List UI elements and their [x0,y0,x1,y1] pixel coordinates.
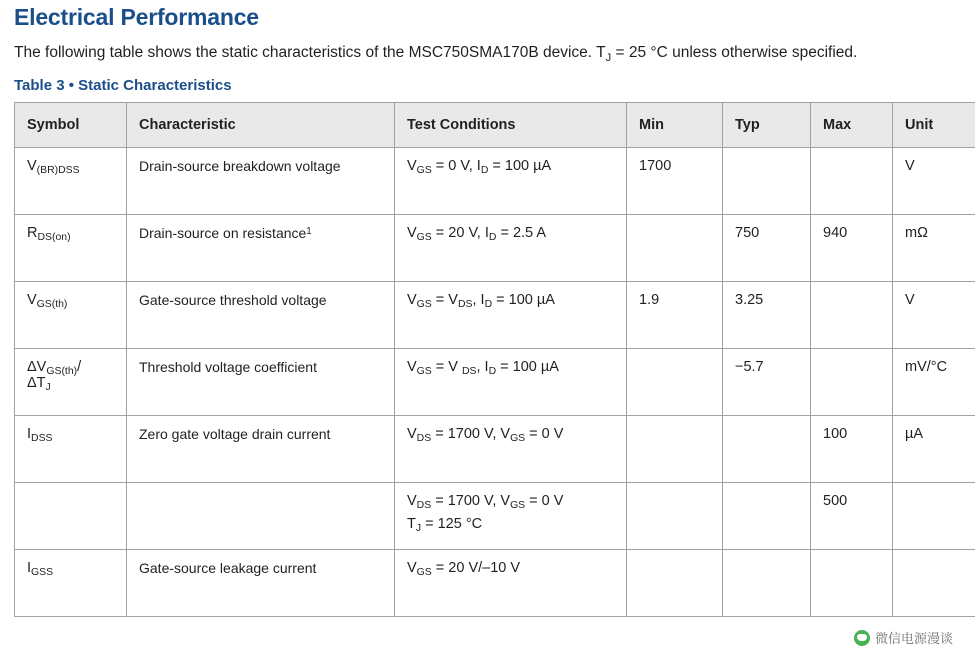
cell-min [627,349,723,416]
table-header-row [15,103,975,148]
table-row [15,215,975,282]
cell-test-conditions: $V_{DS} = 1700$ V, $V_{GS} = 0$ V $T_J = 125$ °C [395,483,627,550]
cell-symbol: $V_{GS(th)}$ [15,282,127,349]
cell-typ: 750 [723,215,811,282]
cell-characteristic [127,483,395,550]
table-row [15,416,975,483]
cell-max [811,550,893,617]
intro-subscript: J [606,52,612,64]
cell-typ: −5.7 [723,349,811,416]
cell-typ [723,148,811,215]
table-caption: Table 3 • Static Characteristics [14,77,961,94]
cell-characteristic: Gate-source threshold voltage [127,282,395,349]
cell-min [627,416,723,483]
cell-symbol: $I_{GSS}$ [15,550,127,617]
cell-characteristic: Zero gate voltage drain current [127,416,395,483]
table-row [15,483,975,550]
cell-min: 1.9 [627,282,723,349]
column-header-min: Min [627,103,723,148]
cell-max: 940 [811,215,893,282]
intro-text-after: = 25 °C unless otherwise specified. [611,44,857,61]
column-header-characteristic: Characteristic [127,103,395,148]
cell-max: 500 [811,483,893,550]
static-characteristics-table [14,102,975,617]
cell-test-conditions: $V_{GS} = V_{DS}$, $I_D = 100$ µA [395,282,627,349]
table-row [15,282,975,349]
table-row [15,148,975,215]
cell-min [627,550,723,617]
table-row [15,349,975,416]
cell-max [811,148,893,215]
cell-test-conditions: $V_{GS} = V$ $_{DS}$, $I_D = 100$ µA [395,349,627,416]
cell-unit: V [893,282,975,349]
cell-unit [893,483,975,550]
cell-test-conditions: $V_{GS} = 0$ V, $I_D = 100$ µA [395,148,627,215]
cell-characteristic: Gate-source leakage current [127,550,395,617]
column-header-unit: Unit [893,103,975,148]
watermark-label: 微信电源漫谈 [875,628,953,647]
page-title: Electrical Performance [14,4,961,31]
cell-min: 1700 [627,148,723,215]
cell-unit: V [893,148,975,215]
cell-symbol: $I_{DSS}$ [15,416,127,483]
column-header-test-conditions: Test Conditions [395,103,627,148]
cell-test-conditions: $V_{GS} = 20$ V/–10 V [395,550,627,617]
cell-characteristic: Drain-source on resistance$^1$ [127,215,395,282]
cell-unit: µA [893,416,975,483]
table-header [15,103,975,148]
cell-symbol: $R_{DS(on)}$ [15,215,127,282]
cell-max: 100 [811,416,893,483]
wechat-icon [854,630,870,646]
cell-characteristic: Drain-source breakdown voltage [127,148,395,215]
column-header-max: Max [811,103,893,148]
cell-symbol: $\Delta V_{GS(th)}/$ $\Delta T_J$ [15,349,127,416]
cell-min [627,215,723,282]
document-page [0,4,975,617]
cell-unit [893,550,975,617]
cell-max [811,349,893,416]
column-header-typ: Typ [723,103,811,148]
column-header-symbol: Symbol [15,103,127,148]
cell-unit: mΩ [893,215,975,282]
cell-typ [723,550,811,617]
cell-characteristic: Threshold voltage coefficient [127,349,395,416]
watermark [854,628,953,647]
intro-text-before: The following table shows the static characteristics of the MSC750SMA170B device. T [14,44,606,61]
table-row [15,550,975,617]
intro-paragraph [14,41,934,65]
cell-typ [723,416,811,483]
cell-typ: 3.25 [723,282,811,349]
cell-unit: mV/°C [893,349,975,416]
cell-symbol [15,483,127,550]
cell-typ [723,483,811,550]
table-body [15,148,975,617]
cell-symbol: $V_{(BR)DSS}$ [15,148,127,215]
cell-max [811,282,893,349]
cell-min [627,483,723,550]
cell-test-conditions: $V_{DS} = 1700$ V, $V_{GS} = 0$ V [395,416,627,483]
cell-test-conditions: $V_{GS} = 20$ V, $I_D = 2.5$ A [395,215,627,282]
